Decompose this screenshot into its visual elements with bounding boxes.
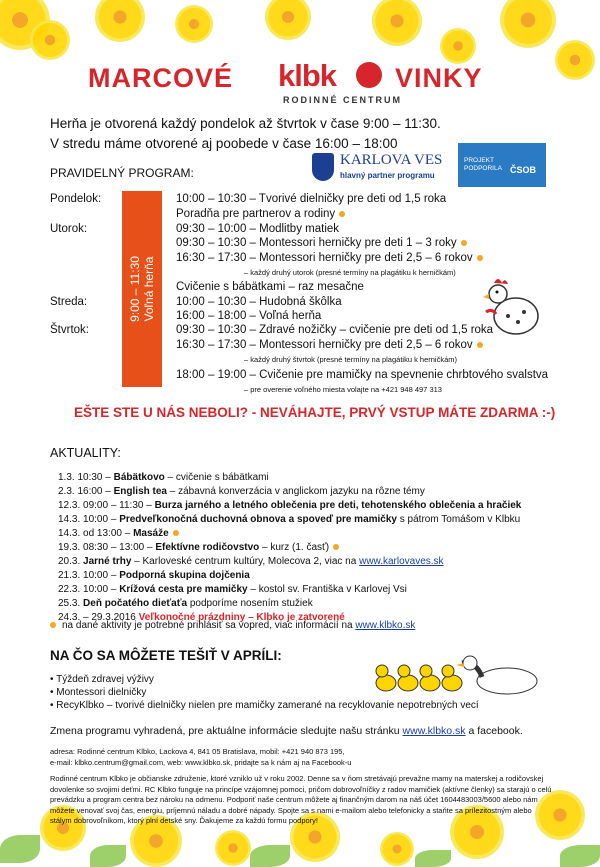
program-row: Cvičenie s bábätkami – raz mesačne xyxy=(176,281,364,293)
april-item-text: Týždeň zdravej výživy xyxy=(56,674,154,685)
coat-of-arms-icon xyxy=(312,153,334,181)
program-row-text: 16:30 – 17:30 – Montessori herničky pre deti 2,5 – 6 rokov xyxy=(176,252,473,264)
news-title: Predveľkonočná duchovná obnova a spoveď pre mamičky xyxy=(119,514,397,525)
program-row-text: 09:30 – 10:30 – Montessori herničky pre deti 1 – 3 roky xyxy=(176,237,457,249)
news-item xyxy=(58,514,520,525)
program-row-note: – pre overenie voľného miesta volajte na +421 948 497 313 xyxy=(244,385,442,394)
klbko-link[interactable]: www.klbko.sk xyxy=(402,725,466,737)
news-detail: – kostol sv. Františka v Karlovej Vsi xyxy=(247,584,407,595)
news-date: 20.3. xyxy=(58,556,81,567)
logo-subtitle: RODINNÉ CENTRUM xyxy=(283,95,402,105)
news-title: Jarné trhy xyxy=(83,556,132,567)
daffodil-decoration xyxy=(265,0,311,40)
april-heading: NA ČO SA MÔŽETE TEŠIŤ V APRÍLI: xyxy=(50,648,282,663)
footer-description: Rodinné centrum Klbko je občianske združenie, ktoré vzniklo už v roku 2002. Denne sa v ňom stretávajú prevažne mamy na materskej a rodičovskej dovolenke so svojimi deťmi. RC Klbko funguje na princípe vzájomnej pomoci, pričom dobrovoľníčky z radov mamičiek (aktívne členky) sa starajú o celú prevádzku a program centra bez nároku na odmenu. Podporiť naše centrum môžete aj finančným darom na náš účet 1604483003/5600 alebo nám môžete venovať svoj čas, energiu, príjemnú náladu a dobré nápady. Spojte sa s nami e-mailom alebo telefonicky a staňte sa prílezitostným alebo stálym dobrovoľníkom, ktorý plní detské sny. Ďakujeme za každú formu podpory! xyxy=(50,774,552,825)
program-row: 10:00 – 10:30 – Tvorivé dielničky pre deti od 1,5 roka xyxy=(176,193,447,205)
news-title: Masáže xyxy=(133,528,169,539)
daffodil-decoration xyxy=(555,40,595,80)
news-time: 08:30 – 13:00 – xyxy=(83,542,153,553)
news-title: Efektívne rodičovstvo xyxy=(155,542,260,553)
news-time: 10:00 – xyxy=(83,584,117,595)
footer-address: adresa: Rodinné centrum Klbko, Lackova 4, 841 05 Bratislava, mobil: +421 940 873 195, xyxy=(50,747,345,756)
daffodil-decoration xyxy=(175,5,213,43)
news-date: 25.3. xyxy=(58,598,81,609)
ducks-illustration xyxy=(372,653,548,697)
news-date: 24.3. – 29.3.2016 xyxy=(58,612,136,623)
news-detail: – zábavná konverzácia v anglickom jazyku na rôzne témy xyxy=(166,486,425,497)
bullet-dot-icon xyxy=(477,255,483,261)
news-title: Bábätkovo xyxy=(113,472,165,483)
news-heading: AKTUALITY: xyxy=(50,446,121,460)
free-play-bar xyxy=(122,191,162,387)
klbko-link[interactable]: www.klbko.sk xyxy=(355,620,416,631)
program-row: 10:00 – 10:30 – Hudobná škôlka xyxy=(176,296,342,308)
sponsor-karlova-sub: hlavný partner programu xyxy=(340,171,435,180)
news-date: 12.3. xyxy=(58,500,81,511)
news-item xyxy=(58,500,521,511)
program-row: 16:00 – 18:00 – Voľná herňa xyxy=(176,310,322,322)
news-note xyxy=(50,620,415,631)
bullet-dot-icon xyxy=(461,240,467,246)
news-note-text: na dané aktivity je potrebné prihlásiť sa vopred, viac informácií na xyxy=(62,620,356,631)
leaf-decoration xyxy=(90,845,126,867)
csob-name: ČSOB xyxy=(510,165,537,175)
daffodil-decoration xyxy=(95,0,145,42)
day-monday: Pondelok: xyxy=(50,193,102,205)
day-thursday: Štvrtok: xyxy=(50,324,89,336)
program-row-text: Poradňa pre partnerov a rodiny xyxy=(176,208,336,220)
footer-contacts: e-mail: klbko.centrum@gmail.com, web: www.klbko.sk, pridajte sa k nám aj na Facebook-u xyxy=(50,758,352,767)
news-item xyxy=(58,570,250,581)
news-time: od 13:00 – xyxy=(83,528,131,539)
daffodil-decoration xyxy=(372,0,422,46)
news-item xyxy=(58,556,444,567)
yarn-ball-icon xyxy=(356,62,382,88)
chicken-illustration xyxy=(478,272,546,340)
news-date: 22.3. xyxy=(58,584,81,595)
bullet-dot-icon xyxy=(477,342,483,348)
news-time: 10:00 – xyxy=(83,514,117,525)
bullet-dot-icon xyxy=(333,544,339,550)
sponsor-karlova-ves xyxy=(312,151,448,187)
news-item xyxy=(58,472,269,483)
bar-line-2: Voľná herňa xyxy=(142,256,156,322)
outro xyxy=(50,725,523,737)
news-time: 09:00 – 11:30 – xyxy=(83,500,152,511)
title-left: MARCOVÉ xyxy=(88,63,234,93)
news-date: 19.3. xyxy=(58,542,81,553)
daffodil-decoration xyxy=(500,0,556,48)
news-date: 2.3. xyxy=(58,486,75,497)
news-date: 14.3. xyxy=(58,528,81,539)
day-tuesday: Utorok: xyxy=(50,223,88,235)
bullet-dot-icon xyxy=(50,622,56,628)
program-row xyxy=(176,208,345,220)
leaf-decoration xyxy=(0,835,40,863)
program-heading: PRAVIDELNÝ PROGRAM: xyxy=(50,166,194,180)
intro-line-2: V stredu máme otvorené aj poobede v čase 16:00 – 18:00 xyxy=(50,136,398,151)
news-link[interactable]: www.karlovaves.sk xyxy=(359,556,444,567)
news-item xyxy=(58,486,425,497)
news-date: 1.3. xyxy=(58,472,75,483)
program-row: 09:30 – 10:30 – Zdravé nožičky – cvičenie pre deti od 1,5 roka xyxy=(176,324,494,336)
free-play-bar-text xyxy=(128,256,156,322)
leaf-decoration xyxy=(560,845,600,867)
daffodil-decoration xyxy=(215,830,251,866)
news-title: Podporná skupina dojčenia xyxy=(119,570,250,581)
program-row: 18:00 – 19:00 – Cvičenie pre mamičky na spevnenie chrbtového svalstva xyxy=(176,369,549,381)
news-date: 21.3. xyxy=(58,570,81,581)
sponsor-csob xyxy=(458,143,546,187)
news-title: Krížová cesta pre mamičky xyxy=(119,584,248,595)
call-to-action: EŠTE STE U NÁS NEBOLI? - NEVÁHAJTE, PRVÝ VSTUP MÁTE ZDARMA :-) xyxy=(74,405,556,420)
april-item-text: RecyKlbko – tvorivé dielničky nielen pre mamičky zamerané na recyklovanie nepotrebných vecí xyxy=(56,700,479,711)
news-time: 10:00 – xyxy=(83,570,117,581)
daffodil-decoration xyxy=(440,28,476,64)
program-row-note: – každý druhý utorok (presné termíny na plagátiku k herničkám) xyxy=(244,268,456,277)
news-detail: s pátrom Tomášom v Klbku xyxy=(397,514,521,525)
april-item: • Montessori dielničky xyxy=(50,687,147,698)
day-wednesday: Streda: xyxy=(50,296,88,308)
leaf-decoration xyxy=(415,850,451,867)
news-date: 14.3. xyxy=(58,514,81,525)
sponsor-karlova-name: KARLOVA VES xyxy=(340,152,443,168)
program-row-note: – každý druhý štvrtok (presné termíny na plagátiku k herničkám) xyxy=(244,355,458,364)
csob-text-1: PROJEKT xyxy=(464,157,494,164)
news-time: 16:00 – xyxy=(77,486,111,497)
daffodil-decoration xyxy=(30,20,70,60)
news-item xyxy=(58,598,313,609)
bar-line-1: 9:00 – 11:30 xyxy=(128,256,142,322)
news-title: Veľkonočné prázdniny – Klbko je zatvorené xyxy=(138,612,345,623)
news-title: Burza jarného a letného oblečenia pre deti, tehotenského oblečenia a hračiek xyxy=(154,500,522,511)
april-item: • Týždeň zdravej výživy xyxy=(50,674,154,685)
bullet-dot-icon xyxy=(173,530,179,536)
april-item: • RecyKlbko – tvorivé dielničky nielen pre mamičky zamerané na recyklovanie nepotrebných vecí xyxy=(50,700,479,711)
news-time: 10:30 – xyxy=(77,472,111,483)
news-title: Deň počatého dieťaťa xyxy=(83,598,188,609)
program-row xyxy=(176,237,467,249)
outro-text: Zmena programu vyhradená, pre aktuálne informácie sledujte našu stránku xyxy=(50,725,403,737)
news-item xyxy=(58,584,407,595)
news-title: English tea xyxy=(113,486,167,497)
program-row: 09:30 – 10:00 – Modlitby matiek xyxy=(176,223,340,235)
program-row xyxy=(176,339,483,351)
title-right: VINKY xyxy=(395,63,483,93)
news-item xyxy=(58,542,339,553)
news-detail: podporíme nosením stužiek xyxy=(187,598,313,609)
news-detail: – kurz (1. časť) xyxy=(259,542,330,553)
daffodil-decoration xyxy=(380,832,414,866)
program-row-text: 16:30 – 17:30 – Montessori herničky pre deti 2,5 – 6 rokov xyxy=(176,339,473,351)
outro-end: a facebook. xyxy=(465,725,523,737)
program-row xyxy=(176,252,483,264)
csob-project-label xyxy=(464,157,502,173)
news-item xyxy=(58,528,179,539)
news-detail: – cvičenie s bábätkami xyxy=(164,472,269,483)
news-detail: – Karloveské centrum kultúry, Molecova 2, viac na xyxy=(131,556,360,567)
logo-word: klbk xyxy=(278,58,337,93)
leaf-decoration xyxy=(250,845,290,867)
csob-text-2: PODPORILA xyxy=(464,165,502,172)
april-item-text: Montessori dielničky xyxy=(56,687,147,698)
bullet-dot-icon xyxy=(339,211,345,217)
intro-line-1: Herňa je otvorená každý pondelok až štvrtok v čase 9:00 – 11:30. xyxy=(50,116,441,131)
